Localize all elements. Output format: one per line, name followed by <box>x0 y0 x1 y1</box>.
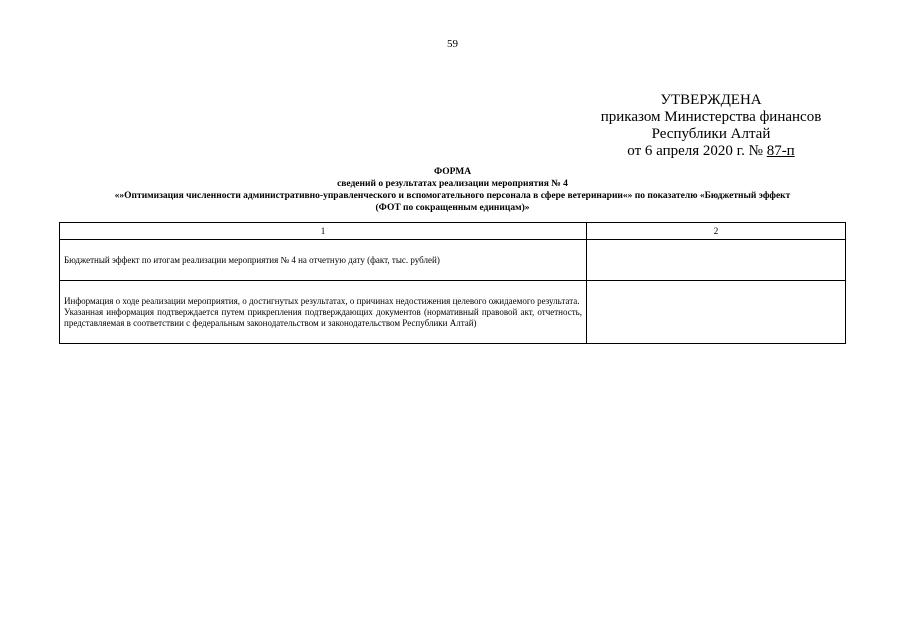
page-number: 59 <box>447 38 458 50</box>
approval-date-line <box>581 143 841 160</box>
table-row-progress-info <box>60 281 846 344</box>
form-title-heading: ФОРМА <box>433 167 472 177</box>
form-title-subheading: сведений о результатах реализации мероприятия № 4 <box>337 179 568 189</box>
progress-info-paragraph-2: Указанная информация подтверждается путем прикрепления подтверждающих документов (нормативный правовой акт, отчетность, представляемая в соответствии с федеральным законодательством и законодательством Республики Алтай) <box>64 306 582 328</box>
report-table <box>59 222 846 344</box>
progress-info-paragraph-1: Информация о ходе реализации мероприятия, о достигнутых результатах, о причинах недостижения целевого ожидаемого результата. <box>64 295 580 306</box>
table-header-row <box>60 223 846 240</box>
form-title-measure: «»Оптимизация численности административно-управленческого и вспомогательного персонала в сфере ветеринарии«» по показателю «Бюджетный эффект <box>114 191 791 201</box>
approval-region-line: Республики Алтай <box>651 126 771 142</box>
approval-date: от 6 апреля 2020 г. № <box>627 143 767 159</box>
form-title-indicator: (ФОТ по сокращенным единицам)» <box>375 203 530 213</box>
approval-heading: УТВЕРЖДЕНА <box>660 92 762 108</box>
progress-info-label <box>60 281 587 344</box>
column-header-2: 2 <box>587 223 846 240</box>
table-row-budget-effect <box>60 240 846 281</box>
budget-effect-value-cell[interactable] <box>587 240 846 281</box>
progress-info-value-cell[interactable] <box>587 281 846 344</box>
approval-order-line: приказом Министерства финансов <box>600 109 822 125</box>
column-header-1: 1 <box>60 223 587 240</box>
approval-stamp <box>581 92 841 160</box>
form-title <box>40 166 865 214</box>
budget-effect-label: Бюджетный эффект по итогам реализации мероприятия № 4 на отчетную дату (факт, тыс. рублей) <box>60 240 587 281</box>
approval-order-number: 87-п <box>766 143 795 159</box>
